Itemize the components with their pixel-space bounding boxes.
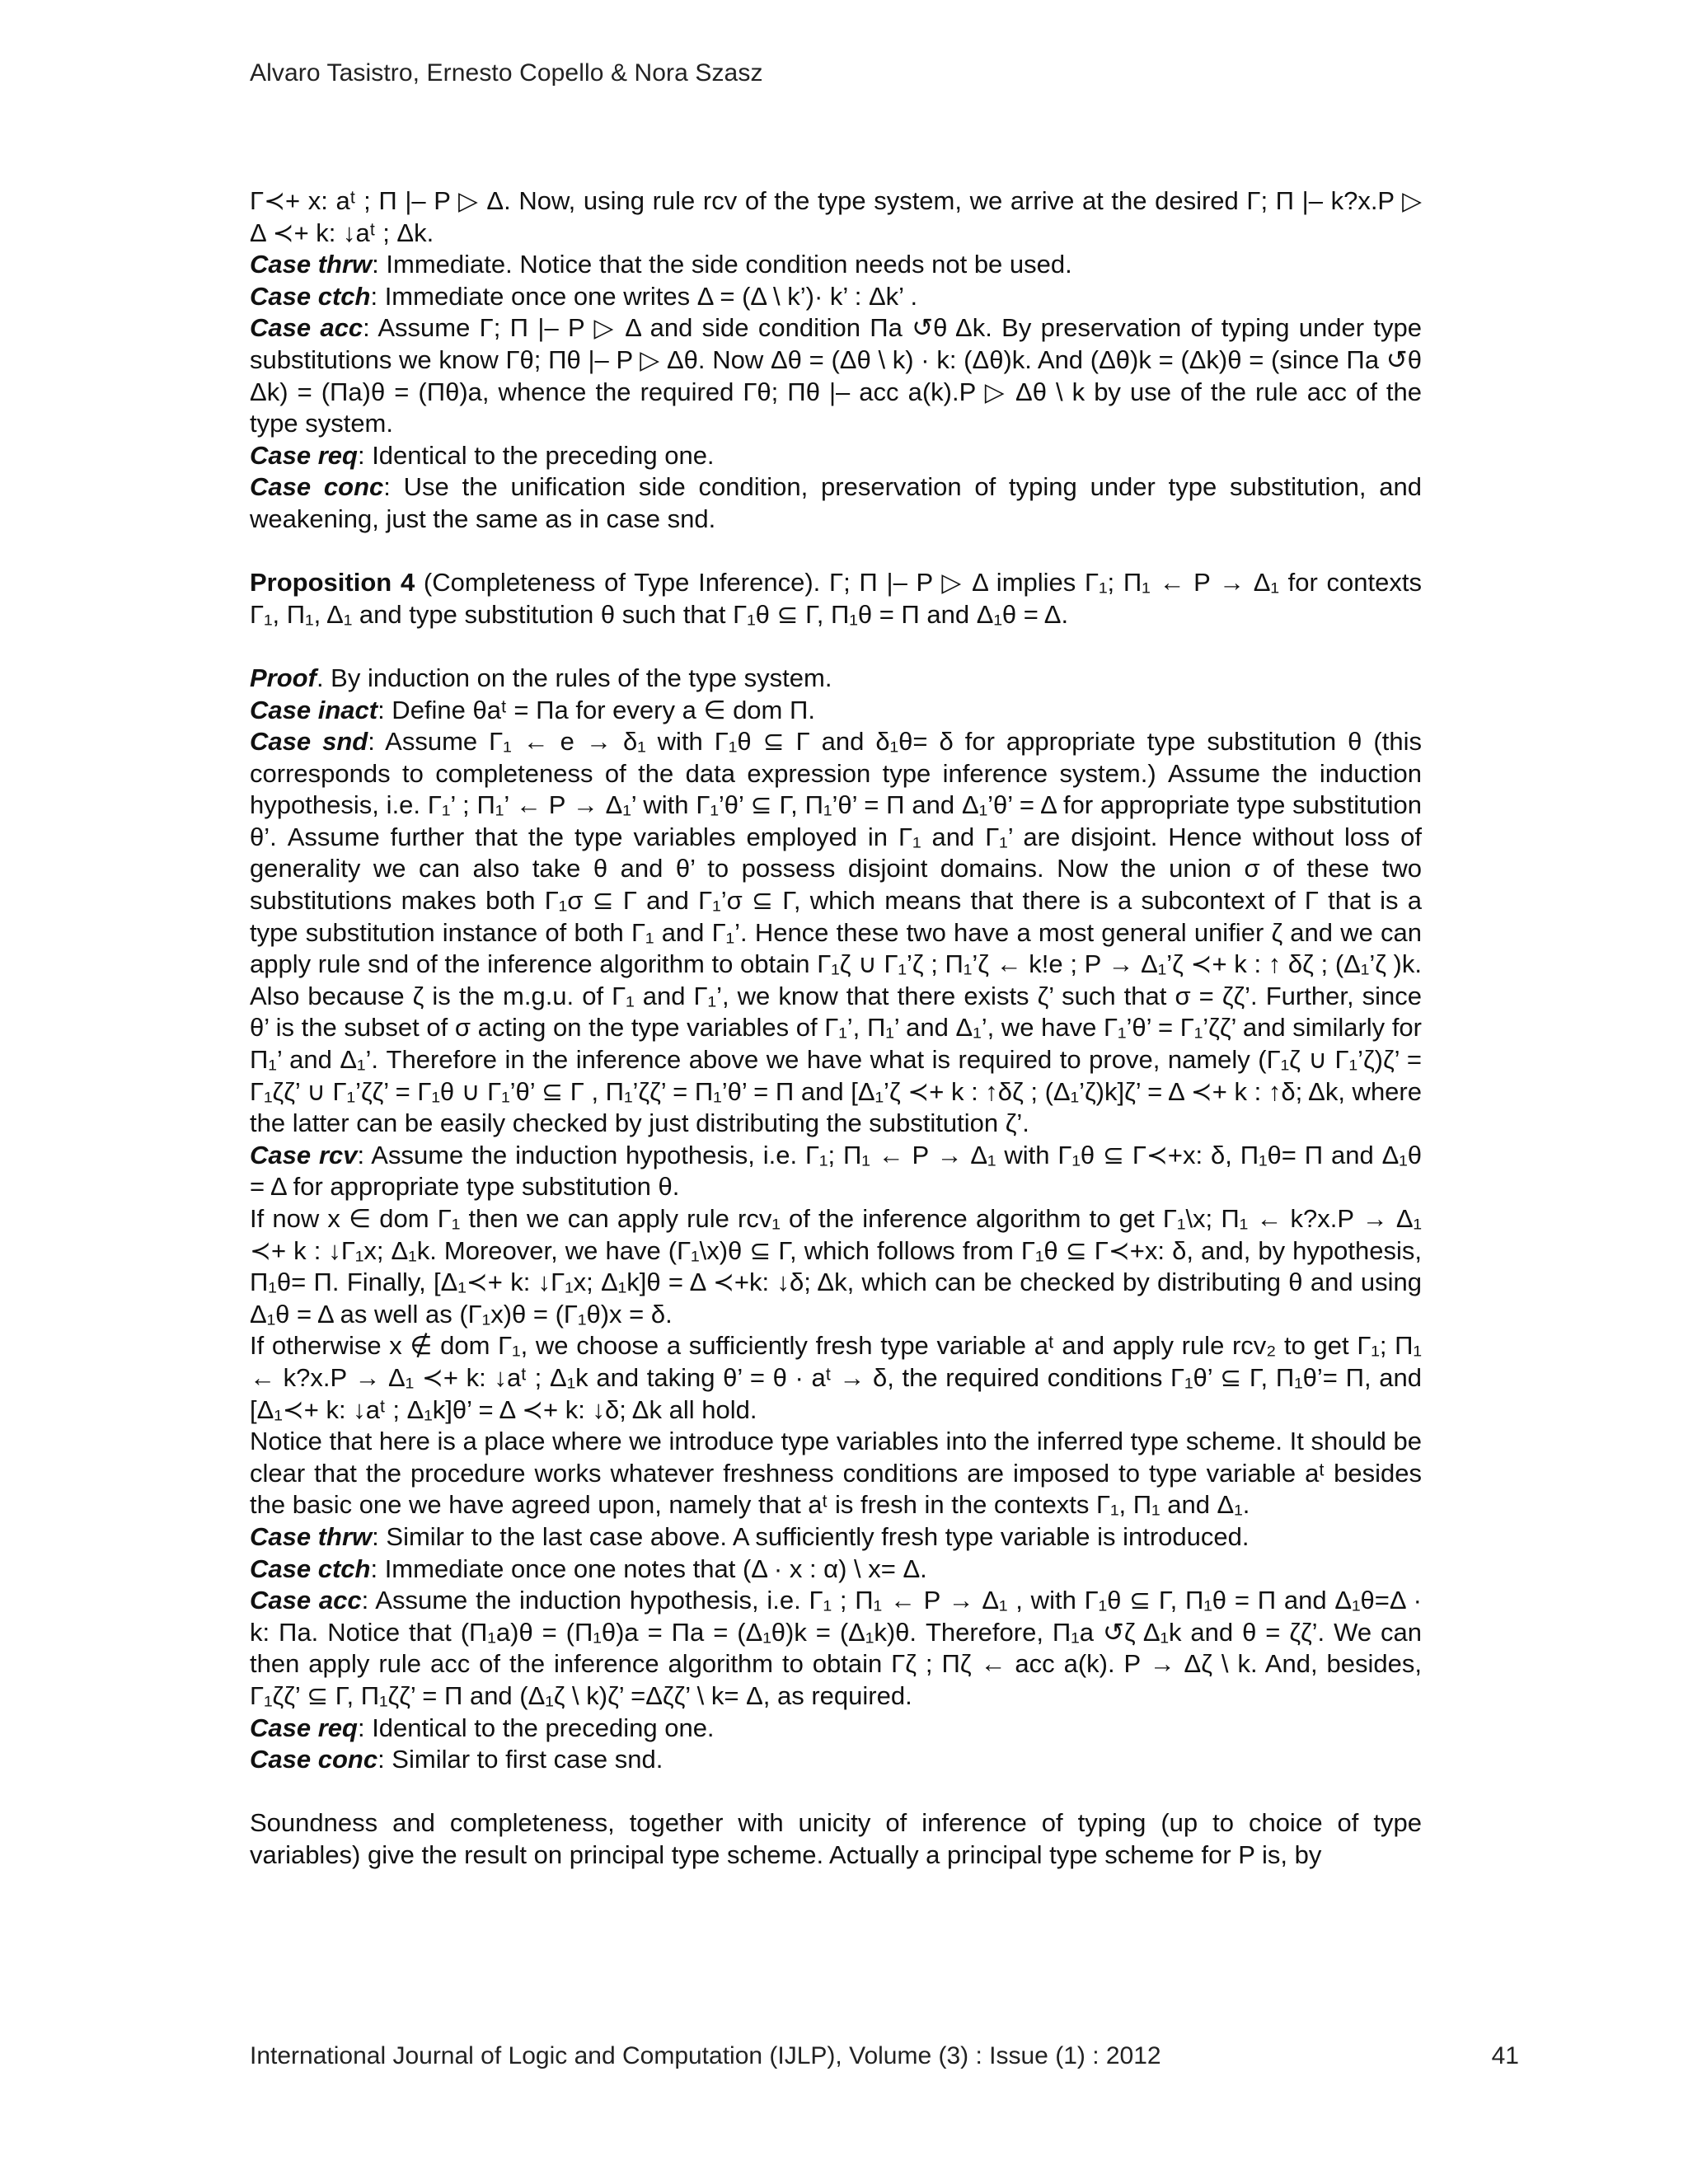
paragraph-rcv-conclusion: Γ≺+ x: aᵗ ; Π |– P ▷ Δ. Now, using rule rcv of the type system, we arrive at the desired Γ; Π |– k?x.P ▷ Δ ≺+ k: ↓aᵗ ; Δk.: [250, 186, 1422, 247]
proof-rcv-sub2: If otherwise x ∉ dom Γ₁, we choose a sufficiently fresh type variable aᵗ and apply rule rcv₂ to get Γ₁; Π₁ ← k?x.P → Δ₁ ≺+ k: ↓aᵗ ; Δ₁k and taking θ’ = θ · aᵗ → δ, the required conditions Γ₁θ’ ⊆ Γ, Π₁θ’= Π, and [Δ₁≺+ k: ↓aᵗ ; Δ₁k]θ’ = Δ ≺+ k: ↓δ; Δk all hold.: [250, 1331, 1422, 1424]
proof-case-rcv: Case rcv: Assume the induction hypothesis, i.e. Γ₁; Π₁ ← P → Δ₁ with Γ₁θ ⊆ Γ≺+x: δ, Π₁θ= Π and Δ₁θ = Δ for appropriate type substitution θ.: [250, 1140, 1422, 1202]
body-text: [250, 185, 1422, 1871]
paragraph-case-req: Case req: Identical to the preceding one.: [250, 440, 715, 470]
paragraph-case-acc: Case acc: Assume Γ; Π |– P ▷ Δ and side condition Πa ↺θ Δk. By preservation of typing under type substitutions we know Γθ; Πθ |– P ▷ Δθ. Now Δθ = (Δθ \ k) · k: (Δθ)k. And (Δθ)k = (Δk)θ = (since Πa ↺θ Δk) = (Πa)θ = (Πθ)a, whence the required Γθ; Πθ |– acc a(k).P ▷ Δθ \ k by use of the rule acc of the type system.: [250, 313, 1422, 438]
proof-case-req: Case req: Identical to the preceding one.: [250, 1713, 715, 1742]
paragraph-gap: [250, 536, 1422, 568]
proof-notice: Notice that here is a place where we introduce type variables into the inferred type scheme. It should be clear that the procedure works whatever freshness conditions are imposed to type variable aᵗ besides the basic one we have agreed upon, namely that aᵗ is fresh in the contexts Γ₁, Π₁ and Δ₁.: [250, 1427, 1422, 1520]
proof-case-ctch: Case ctch: Immediate once one notes that (Δ · x : α) \ x= Δ.: [250, 1554, 927, 1583]
proposition-4: Proposition 4 (Completeness of Type Inference). Γ; Π |– P ▷ Δ implies Γ₁; Π₁ ← P → Δ₁ for contexts Γ₁, Π₁, Δ₁ and type substitution θ such that Γ₁θ ⊆ Γ, Π₁θ = Π and Δ₁θ = Δ.: [250, 568, 1422, 629]
proof-case-acc: Case acc: Assume the induction hypothesis, i.e. Γ₁ ; Π₁ ← P → Δ₁ , with Γ₁θ ⊆ Γ, Π₁θ = Π and Δ₁θ=Δ · k: Πa. Notice that (Π₁a)θ = (Π₁θ)a = Πa = (Δ₁θ)k = (Δ₁k)θ. Therefore, Π₁a ↺ζ Δ₁k and θ = ζζ’. We can then apply rule acc of the inference algorithm to obtain Γζ ; Πζ ← acc a(k). P → Δζ \ k. And, besides, Γ₁ζζ’ ⊆ Γ, Π₁ζζ’ = Π and (Δ₁ζ \ k)ζ’ =Δζζ’ \ k= Δ, as required.: [250, 1586, 1422, 1710]
proof-rcv-sub1: If now x ∈ dom Γ₁ then we can apply rule rcv₁ of the inference algorithm to get Γ₁\x; Π₁ ← k?x.P → Δ₁ ≺+ k : ↓Γ₁x; Δ₁k. Moreover, we have (Γ₁\x)θ ⊆ Γ, which follows from Γ₁θ ⊆ Γ≺+x: δ, and, by hypothesis, Π₁θ= Π. Finally, [Δ₁≺+ k: ↓Γ₁x; Δ₁k]θ = Δ ≺+k: ↓δ; Δk, which can be checked by distributing θ and using Δ₁θ = Δ as well as (Γ₁x)θ = (Γ₁θ)x = δ.: [250, 1204, 1422, 1329]
paragraph-case-ctch: Case ctch: Immediate once one writes Δ = (Δ \ k’)· k’ : Δk’ .: [250, 281, 918, 311]
paragraph-case-thrw: Case thrw: Immediate. Notice that the side condition needs not be used.: [250, 250, 1072, 279]
paragraph-gap: [250, 1776, 1422, 1808]
proof-case-inact: Case inact: Define θaᵗ = Πa for every a ∈ dom Π.: [250, 695, 815, 724]
running-header-authors: Alvaro Tasistro, Ernesto Copello & Nora Szasz: [250, 59, 763, 87]
proof-case-thrw: Case thrw: Similar to the last case above. A sufficiently fresh type variable is introduced.: [250, 1521, 1250, 1551]
paragraph-soundness: Soundness and completeness, together with unicity of inference of typing (up to choice of type variables) give the result on principal type scheme. Actually a principal type scheme for P is, by: [250, 1808, 1422, 1869]
proof-case-conc: Case conc: Similar to first case snd.: [250, 1745, 663, 1774]
paragraph-gap: [250, 630, 1422, 663]
proof-case-snd: Case snd: Assume Γ₁ ← e → δ₁ with Γ₁θ ⊆ Γ and δ₁θ= δ for appropriate type substitution θ (this corresponds to completeness of the data expression type inference system.) Assume the induction hypothesis, i.e. Γ₁’ ; Π₁’ ← P → Δ₁’ with Γ₁’θ’ ⊆ Γ, Π₁’θ’ = Π and Δ₁’θ’ = Δ for appropriate type substitution θ’. Assume further that the type variables employed in Γ₁ and Γ₁’ are disjoint. Hence without loss of generality we can also take θ and θ’ to possess disjoint domains. Now the union σ of these two substitutions makes both Γ₁σ ⊆ Γ and Γ₁’σ ⊆ Γ, which means that there is a subcontext of Γ that is a type substitution instance of both Γ₁ and Γ₁’. Hence these two have a most general unifier ζ and we can apply rule snd of the inference algorithm to obtain Γ₁ζ ∪ Γ₁’ζ ; Π₁’ζ ← k!e ; P → Δ₁’ζ ≺+ k : ↑ δζ ; (Δ₁’ζ )k. Also because ζ is the m.g.u. of Γ₁ and Γ₁’, we know that there exists ζ’ such that σ = ζζ’. Further, since θ’ is the subset of σ acting on the type variables of Γ₁’, Π₁’ and Δ₁’, we have Γ₁’θ’ = Γ₁’ζζ’ and similarly for Π₁’ and Δ₁’. Therefore in the inference above we have what is required to prove, namely (Γ₁ζ ∪ Γ₁’ζ)ζ’ = Γ₁ζζ’ ∪ Γ₁’ζζ’ = Γ₁θ ∪ Γ₁’θ’ ⊆ Γ , Π₁’ζζ’ = Π₁’θ’ = Π and [Δ₁’ζ ≺+ k : ↑δζ ; (Δ₁’ζ)k]ζ’ = Δ ≺+ k : ↑δ; Δk, where the latter can be easily checked by just distributing the substitution ζ’.: [250, 727, 1422, 1138]
footer-page-number: 41: [1491, 2042, 1519, 2069]
footer-journal: International Journal of Logic and Computation (IJLP), Volume (3) : Issue (1) : 2012: [250, 2042, 1161, 2069]
paragraph-case-conc: Case conc: Use the unification side condition, preservation of typing under type substitution, and weakening, just the same as in case snd.: [250, 472, 1422, 533]
proof-intro: Proof. By induction on the rules of the type system.: [250, 663, 832, 692]
